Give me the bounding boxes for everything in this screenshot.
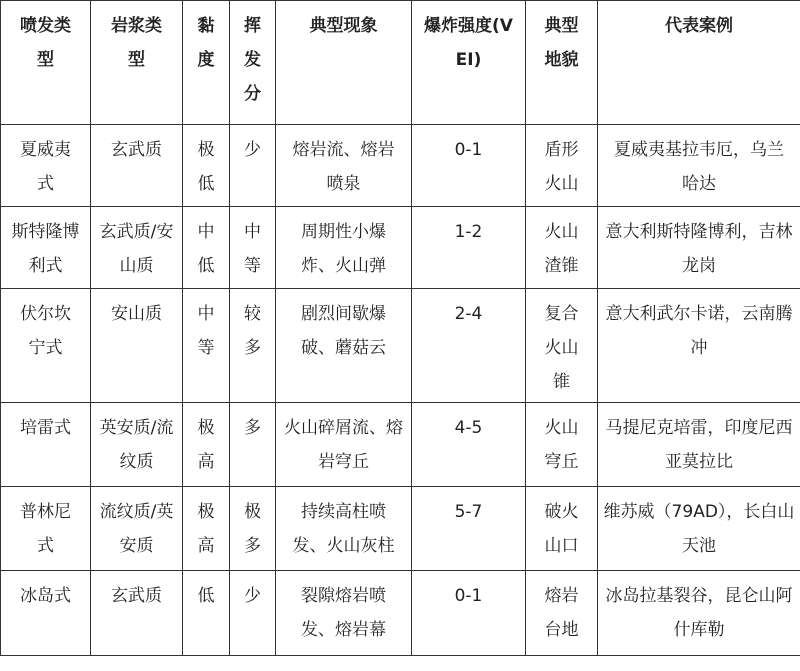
header-landform: 典型地貌 [526,1,598,125]
cell-examples: 马提尼克培雷，印度尼西亚莫拉比 [598,403,800,487]
table-row [1,487,800,571]
cell-phenomena: 持续高柱喷发、火山灰柱 [276,487,412,571]
cell-viscosity: 低 [183,571,230,656]
cell-magma-type: 安山质 [91,289,183,403]
header-row [1,1,800,125]
cell-eruption-type: 夏威夷式 [1,125,91,207]
cell-volatiles: 少 [230,125,276,207]
cell-vei: 0-1 [412,125,526,207]
cell-landform: 火山穹丘 [526,403,598,487]
header-examples: 代表案例 [598,1,800,125]
header-volatiles: 挥发分 [230,1,276,125]
cell-viscosity: 极高 [183,403,230,487]
cell-viscosity: 中等 [183,289,230,403]
header-viscosity: 黏度 [183,1,230,125]
cell-magma-type: 流纹质/英安质 [91,487,183,571]
table-row [1,125,800,207]
table-row [1,289,800,403]
header-phenomena: 典型现象 [276,1,412,125]
cell-landform: 盾形火山 [526,125,598,207]
cell-vei: 4-5 [412,403,526,487]
cell-vei: 2-4 [412,289,526,403]
cell-magma-type: 玄武质/安山质 [91,207,183,289]
cell-vei: 5-7 [412,487,526,571]
cell-landform: 破火山口 [526,487,598,571]
cell-phenomena: 剧烈间歇爆破、蘑菇云 [276,289,412,403]
cell-examples: 意大利斯特隆博利，吉林龙岗 [598,207,800,289]
cell-phenomena: 周期性小爆炸、火山弹 [276,207,412,289]
cell-volatiles: 中等 [230,207,276,289]
cell-examples: 夏威夷基拉韦厄，乌兰哈达 [598,125,800,207]
cell-eruption-type: 培雷式 [1,403,91,487]
header-vei: 爆炸强度(VEI) [412,1,526,125]
cell-landform: 火山渣锥 [526,207,598,289]
cell-volatiles: 较多 [230,289,276,403]
cell-eruption-type: 冰岛式 [1,571,91,656]
cell-eruption-type: 伏尔坎宁式 [1,289,91,403]
cell-landform: 复合火山锥 [526,289,598,403]
cell-magma-type: 英安质/流纹质 [91,403,183,487]
cell-phenomena: 熔岩流、熔岩喷泉 [276,125,412,207]
cell-viscosity: 极高 [183,487,230,571]
cell-viscosity: 极低 [183,125,230,207]
cell-eruption-type: 斯特隆博利式 [1,207,91,289]
cell-examples: 冰岛拉基裂谷，昆仑山阿什库勒 [598,571,800,656]
cell-volatiles: 极多 [230,487,276,571]
table-row [1,207,800,289]
cell-phenomena: 裂隙熔岩喷发、熔岩幕 [276,571,412,656]
header-eruption-type: 喷发类型 [1,1,91,125]
table-row [1,403,800,487]
cell-magma-type: 玄武质 [91,571,183,656]
cell-volatiles: 少 [230,571,276,656]
cell-examples: 维苏威（79AD），长白山天池 [598,487,800,571]
cell-phenomena: 火山碎屑流、熔岩穹丘 [276,403,412,487]
cell-eruption-type: 普林尼式 [1,487,91,571]
header-magma-type: 岩浆类型 [91,1,183,125]
cell-volatiles: 多 [230,403,276,487]
cell-examples: 意大利武尔卡诺，云南腾冲 [598,289,800,403]
cell-vei: 1-2 [412,207,526,289]
table-row [1,571,800,656]
cell-landform: 熔岩台地 [526,571,598,656]
cell-magma-type: 玄武质 [91,125,183,207]
cell-viscosity: 中低 [183,207,230,289]
cell-vei: 0-1 [412,571,526,656]
